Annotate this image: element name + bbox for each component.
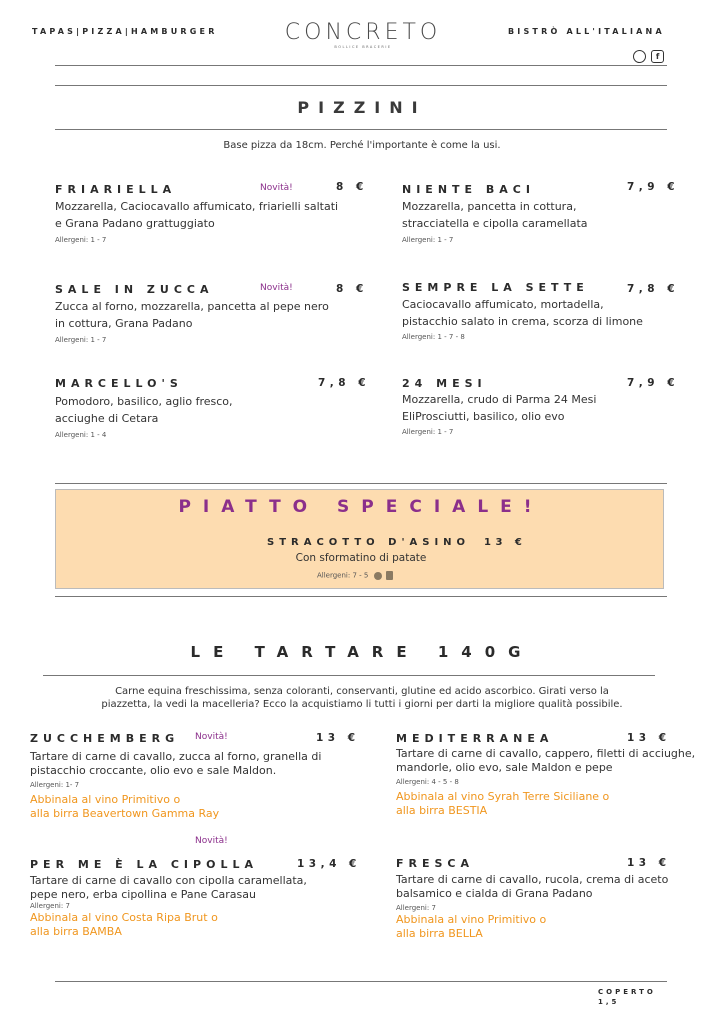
divider	[55, 85, 667, 86]
divider	[55, 129, 667, 130]
item-price: 13,4 €	[297, 858, 361, 870]
item-name: FRIARIELLA	[55, 183, 177, 196]
pairing-suggestion: Abbinala al vino Syrah Terre Siciliane o alla birra BESTIA	[396, 790, 610, 817]
logo-subtitle: BOLLICE BRACERIE	[334, 45, 392, 49]
special-item-name: STRACOTTO D'ASINO	[267, 537, 471, 548]
header-tagline-right: BISTRÒ ALL'ITALIANA	[508, 27, 665, 36]
coperto-value: 1,5	[598, 998, 620, 1006]
item-name: SEMPRE LA SETTE	[402, 281, 589, 294]
special-allergens: Allergeni: 7 - 5	[317, 571, 393, 580]
item-description: Tartare di carne di cavallo, rucola, crema di aceto balsamico e cialda di Grana Padano	[396, 873, 669, 900]
divider	[55, 483, 667, 484]
item-price: 7,9 €	[627, 377, 680, 389]
item-description: Mozzarella, crudo di Parma 24 Mesi EliProsciutti, basilico, olio evo	[402, 393, 597, 423]
item-price: 7,8 €	[627, 283, 680, 295]
pairing-suggestion: Abbinala al vino Primitivo o alla birra Beavertown Gamma Ray	[30, 793, 220, 820]
novita-badge: Novità!	[260, 183, 293, 193]
pairing-suggestion: Abbinala al vino Primitivo o alla birra BELLA	[396, 913, 547, 940]
item-allergens: Allergeni: 4 - 5 - 8	[396, 778, 459, 786]
item-name: MEDITERRANEA	[396, 732, 554, 745]
logo-text: CONCRETO	[284, 20, 442, 45]
header-tagline-left: TAPAS|PIZZA|HAMBURGER	[32, 27, 218, 36]
item-price: 8 €	[336, 283, 368, 295]
divider	[55, 65, 667, 66]
item-allergens: Allergeni: 1 - 7	[55, 336, 107, 344]
item-description: Mozzarella, Caciocavallo affumicato, friarielli saltati e Grana Padano grattuggiato	[55, 200, 339, 230]
item-allergens: Allergeni: 7	[396, 904, 436, 912]
section-title-pizzini: PIZZINI	[297, 98, 427, 117]
facebook-icon[interactable]: f	[651, 50, 664, 63]
item-name: SALE IN ZUCCA	[55, 283, 214, 296]
pairing-suggestion: Abbinala al vino Costa Ripa Brut o alla birra BAMBA	[30, 911, 218, 938]
special-item-description: Con sformatino di patate	[295, 552, 427, 564]
instagram-icon[interactable]	[633, 50, 646, 63]
item-allergens: Allergeni: 1- 7	[30, 781, 80, 789]
item-description: Zucca al forno, mozzarella, pancetta al pepe nero in cottura, Grana Padano	[55, 300, 329, 330]
item-description: Mozzarella, pancetta in cottura, stracciatella e cipolla caramellata	[402, 200, 588, 230]
grain-icon	[374, 572, 382, 580]
coperto	[598, 987, 656, 1007]
section-title-tartare: LE TARTARE 140G	[190, 643, 534, 661]
item-allergens: Allergeni: 7	[30, 902, 70, 910]
item-name: ZUCCHEMBERG	[30, 732, 180, 745]
logo	[278, 20, 448, 49]
celery-icon	[386, 571, 393, 580]
item-price: 13 €	[627, 857, 671, 869]
item-description: Pomodoro, basilico, aglio fresco, acciughe di Cetara	[55, 395, 233, 425]
item-description: Caciocavallo affumicato, mortadella, pistacchio salato in crema, scorza di limone	[402, 298, 643, 328]
novita-badge: Novità!	[195, 836, 228, 846]
item-description: Tartare di carne di cavallo, zucca al forno, granella di pistacchio croccante, olio evo e sale Maldon.	[30, 750, 322, 777]
item-allergens: Allergeni: 1 - 7	[402, 428, 454, 436]
pizzini-intro: Base pizza da 18cm. Perché l'importante è come la usi.	[223, 140, 501, 151]
item-allergens: Allergeni: 1 - 7	[55, 236, 107, 244]
divider	[55, 981, 667, 982]
item-name: FRESCA	[396, 857, 475, 870]
item-name: NIENTE BACI	[402, 183, 535, 196]
item-allergens: Allergeni: 1 - 7 - 8	[402, 333, 465, 341]
item-price: 7,9 €	[627, 181, 680, 193]
item-name: PER ME È LA CIPOLLA	[30, 858, 258, 871]
item-description: Tartare di carne di cavallo, cappero, filetti di acciughe, mandorle, olio evo, sale Maldon e pepe	[396, 747, 696, 774]
item-allergens: Allergeni: 1 - 4	[55, 431, 107, 439]
social-icons	[633, 46, 664, 65]
special-item-price: 13 €	[484, 537, 527, 548]
divider	[43, 675, 655, 676]
item-allergens: Allergeni: 1 - 7	[402, 236, 454, 244]
item-description: Tartare di carne di cavallo con cipolla caramellata, pepe nero, erba cipollina e Pane Carasau	[30, 874, 307, 901]
item-price: 7,8 €	[318, 377, 371, 389]
item-name: MARCELLO'S	[55, 377, 183, 390]
item-price: 13 €	[627, 732, 671, 744]
divider	[55, 596, 667, 597]
item-price: 8 €	[336, 181, 368, 193]
novita-badge: Novità!	[260, 283, 293, 293]
special-title: PIATTO SPECIALE!	[178, 497, 544, 517]
item-name: 24 MESI	[402, 377, 487, 390]
item-price: 13 €	[316, 732, 360, 744]
tartare-intro: Carne equina freschissima, senza coloranti, conservanti, glutine ed acido ascorbico. Girati verso la piazzetta, la vedi la macelleria? Ecco la acquistiamo li tutti i giorni per darti la migliore qualità possibile.	[101, 686, 623, 710]
coperto-label: COPERTO	[598, 988, 656, 996]
novita-badge: Novità!	[195, 732, 228, 742]
